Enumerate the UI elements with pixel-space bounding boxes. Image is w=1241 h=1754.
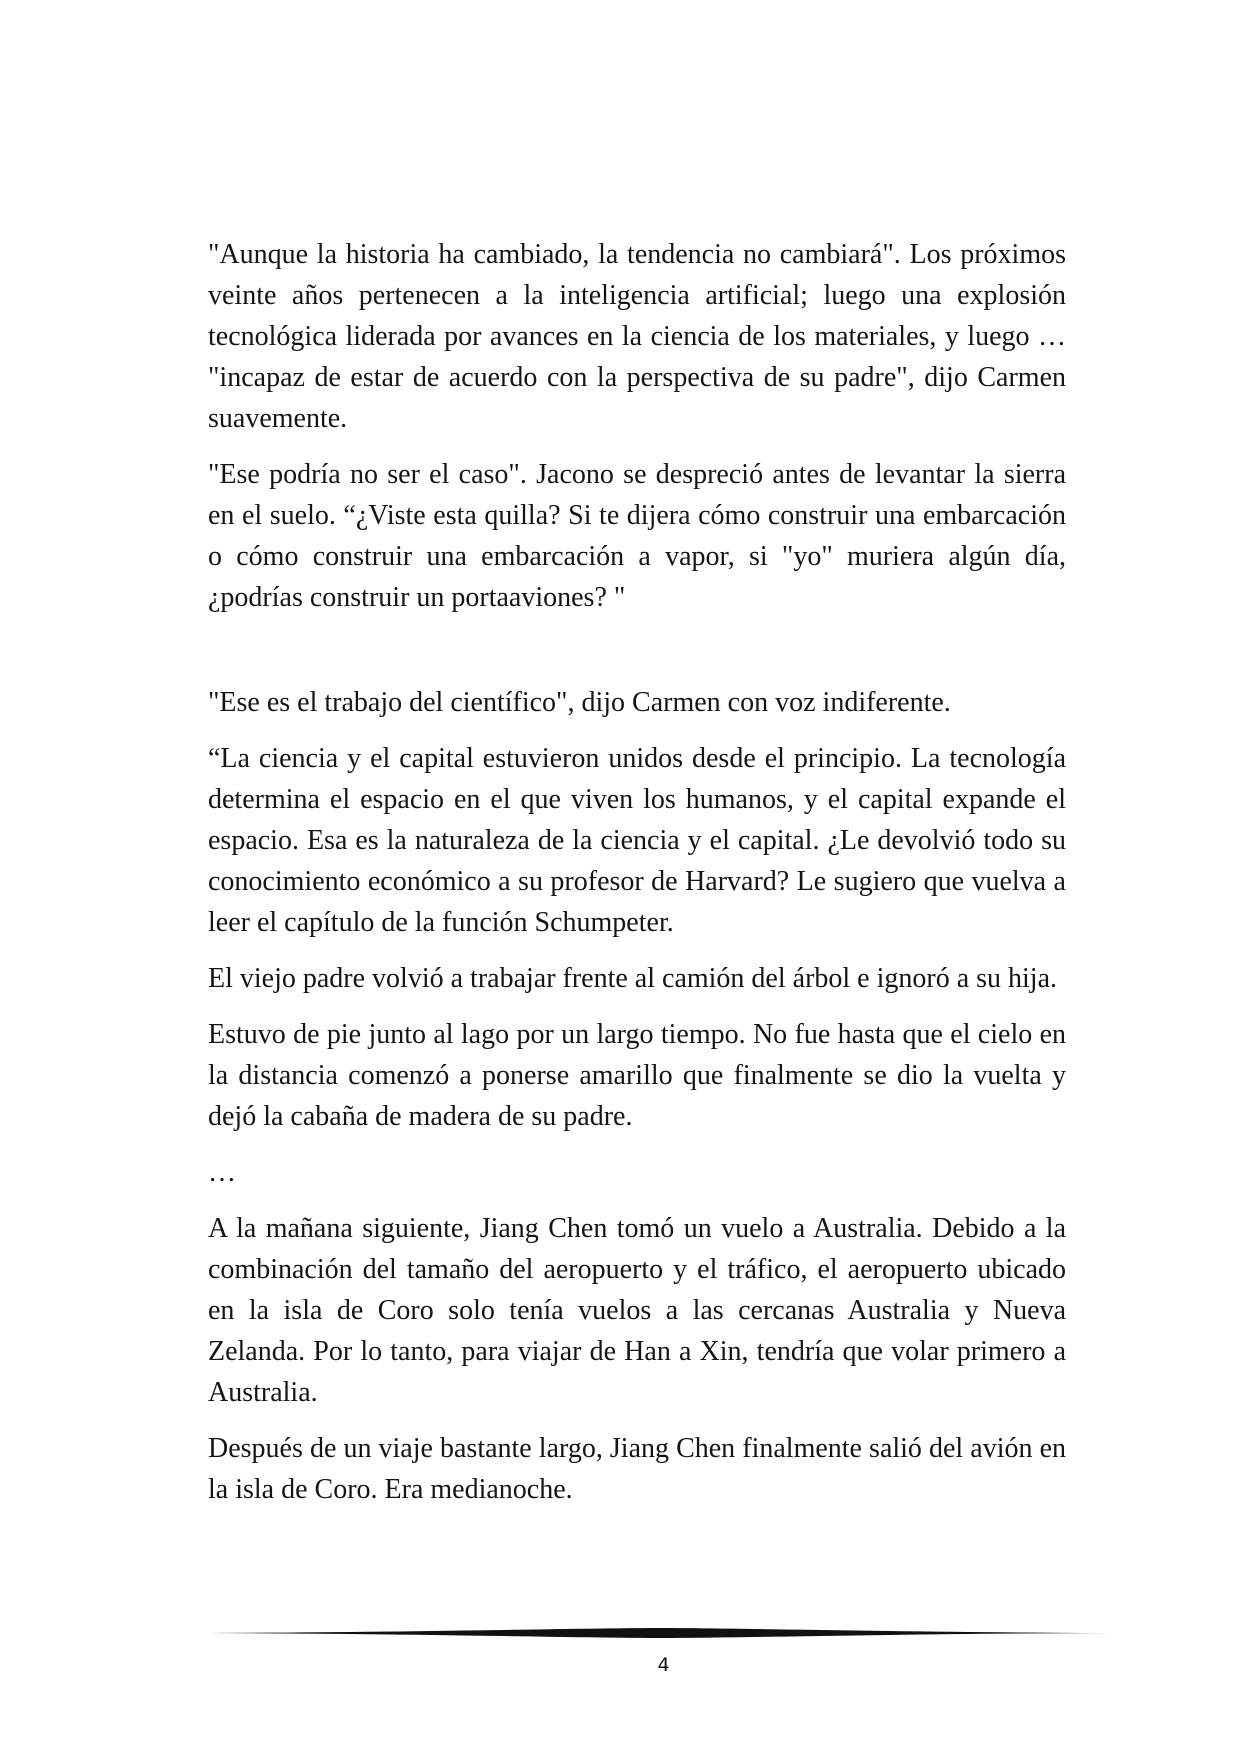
- paragraph: A la mañana siguiente, Jiang Chen tomó un vuelo a Australia. Debido a la combinación del tamaño del aeropuerto y el tráfico, el aeropuerto ubicado en la isla de Coro solo tenía vuelos a las cercanas Australia y Nueva Zelanda. Por lo tanto, para viajar de Han a Xin, tendría que volar primero a Australia.: [208, 1213, 1066, 1408]
- paragraph: "Ese podría no ser el caso". Jacono se despreció antes de levantar la sierra en el suelo. “¿Viste esta quilla? Si te dijera cómo construir una embarcación o cómo construir una embarcación a vapor, si "yo" muriera algún día, ¿podrías construir un portaaviones? ": [208, 459, 1066, 613]
- page-number: 4: [657, 1654, 670, 1676]
- paragraph: "Aunque la historia ha cambiado, la tendencia no cambiará". Los próximos veinte años pertenecen a la inteligencia artificial; luego una explosión tecnológica liderada por avances en la ciencia de los materiales, y luego … "incapaz de estar de acuerdo con la perspectiva de su padre", dijo Carmen suavemente.: [208, 239, 1066, 434]
- body-text: [208, 234, 1066, 1510]
- ellipsis-separator: …: [208, 1157, 236, 1188]
- footer-rule: [208, 1627, 1112, 1639]
- paragraph: El viejo padre volvió a trabajar frente al camión del árbol e ignoró a su hija.: [208, 963, 1058, 994]
- paragraph: Después de un viaje bastante largo, Jiang Chen finalmente salió del avión en la isla de Coro. Era medianoche.: [208, 1433, 1066, 1505]
- paragraph: Estuvo de pie junto al lago por un largo tiempo. No fue hasta que el cielo en la distancia comenzó a ponerse amarillo que finalmente se dio la vuelta y dejó la cabaña de madera de su padre.: [208, 1019, 1066, 1132]
- paragraph: "Ese es el trabajo del científico", dijo Carmen con voz indiferente.: [208, 687, 951, 718]
- paragraph: “La ciencia y el capital estuvieron unidos desde el principio. La tecnología determina el espacio en el que viven los humanos, y el capital expande el espacio. Esa es la naturaleza de la ciencia y el capital. ¿Le devolvió todo su conocimiento económico a su profesor de Harvard? Le sugiero que vuelva a leer el capítulo de la función Schumpeter.: [208, 743, 1066, 938]
